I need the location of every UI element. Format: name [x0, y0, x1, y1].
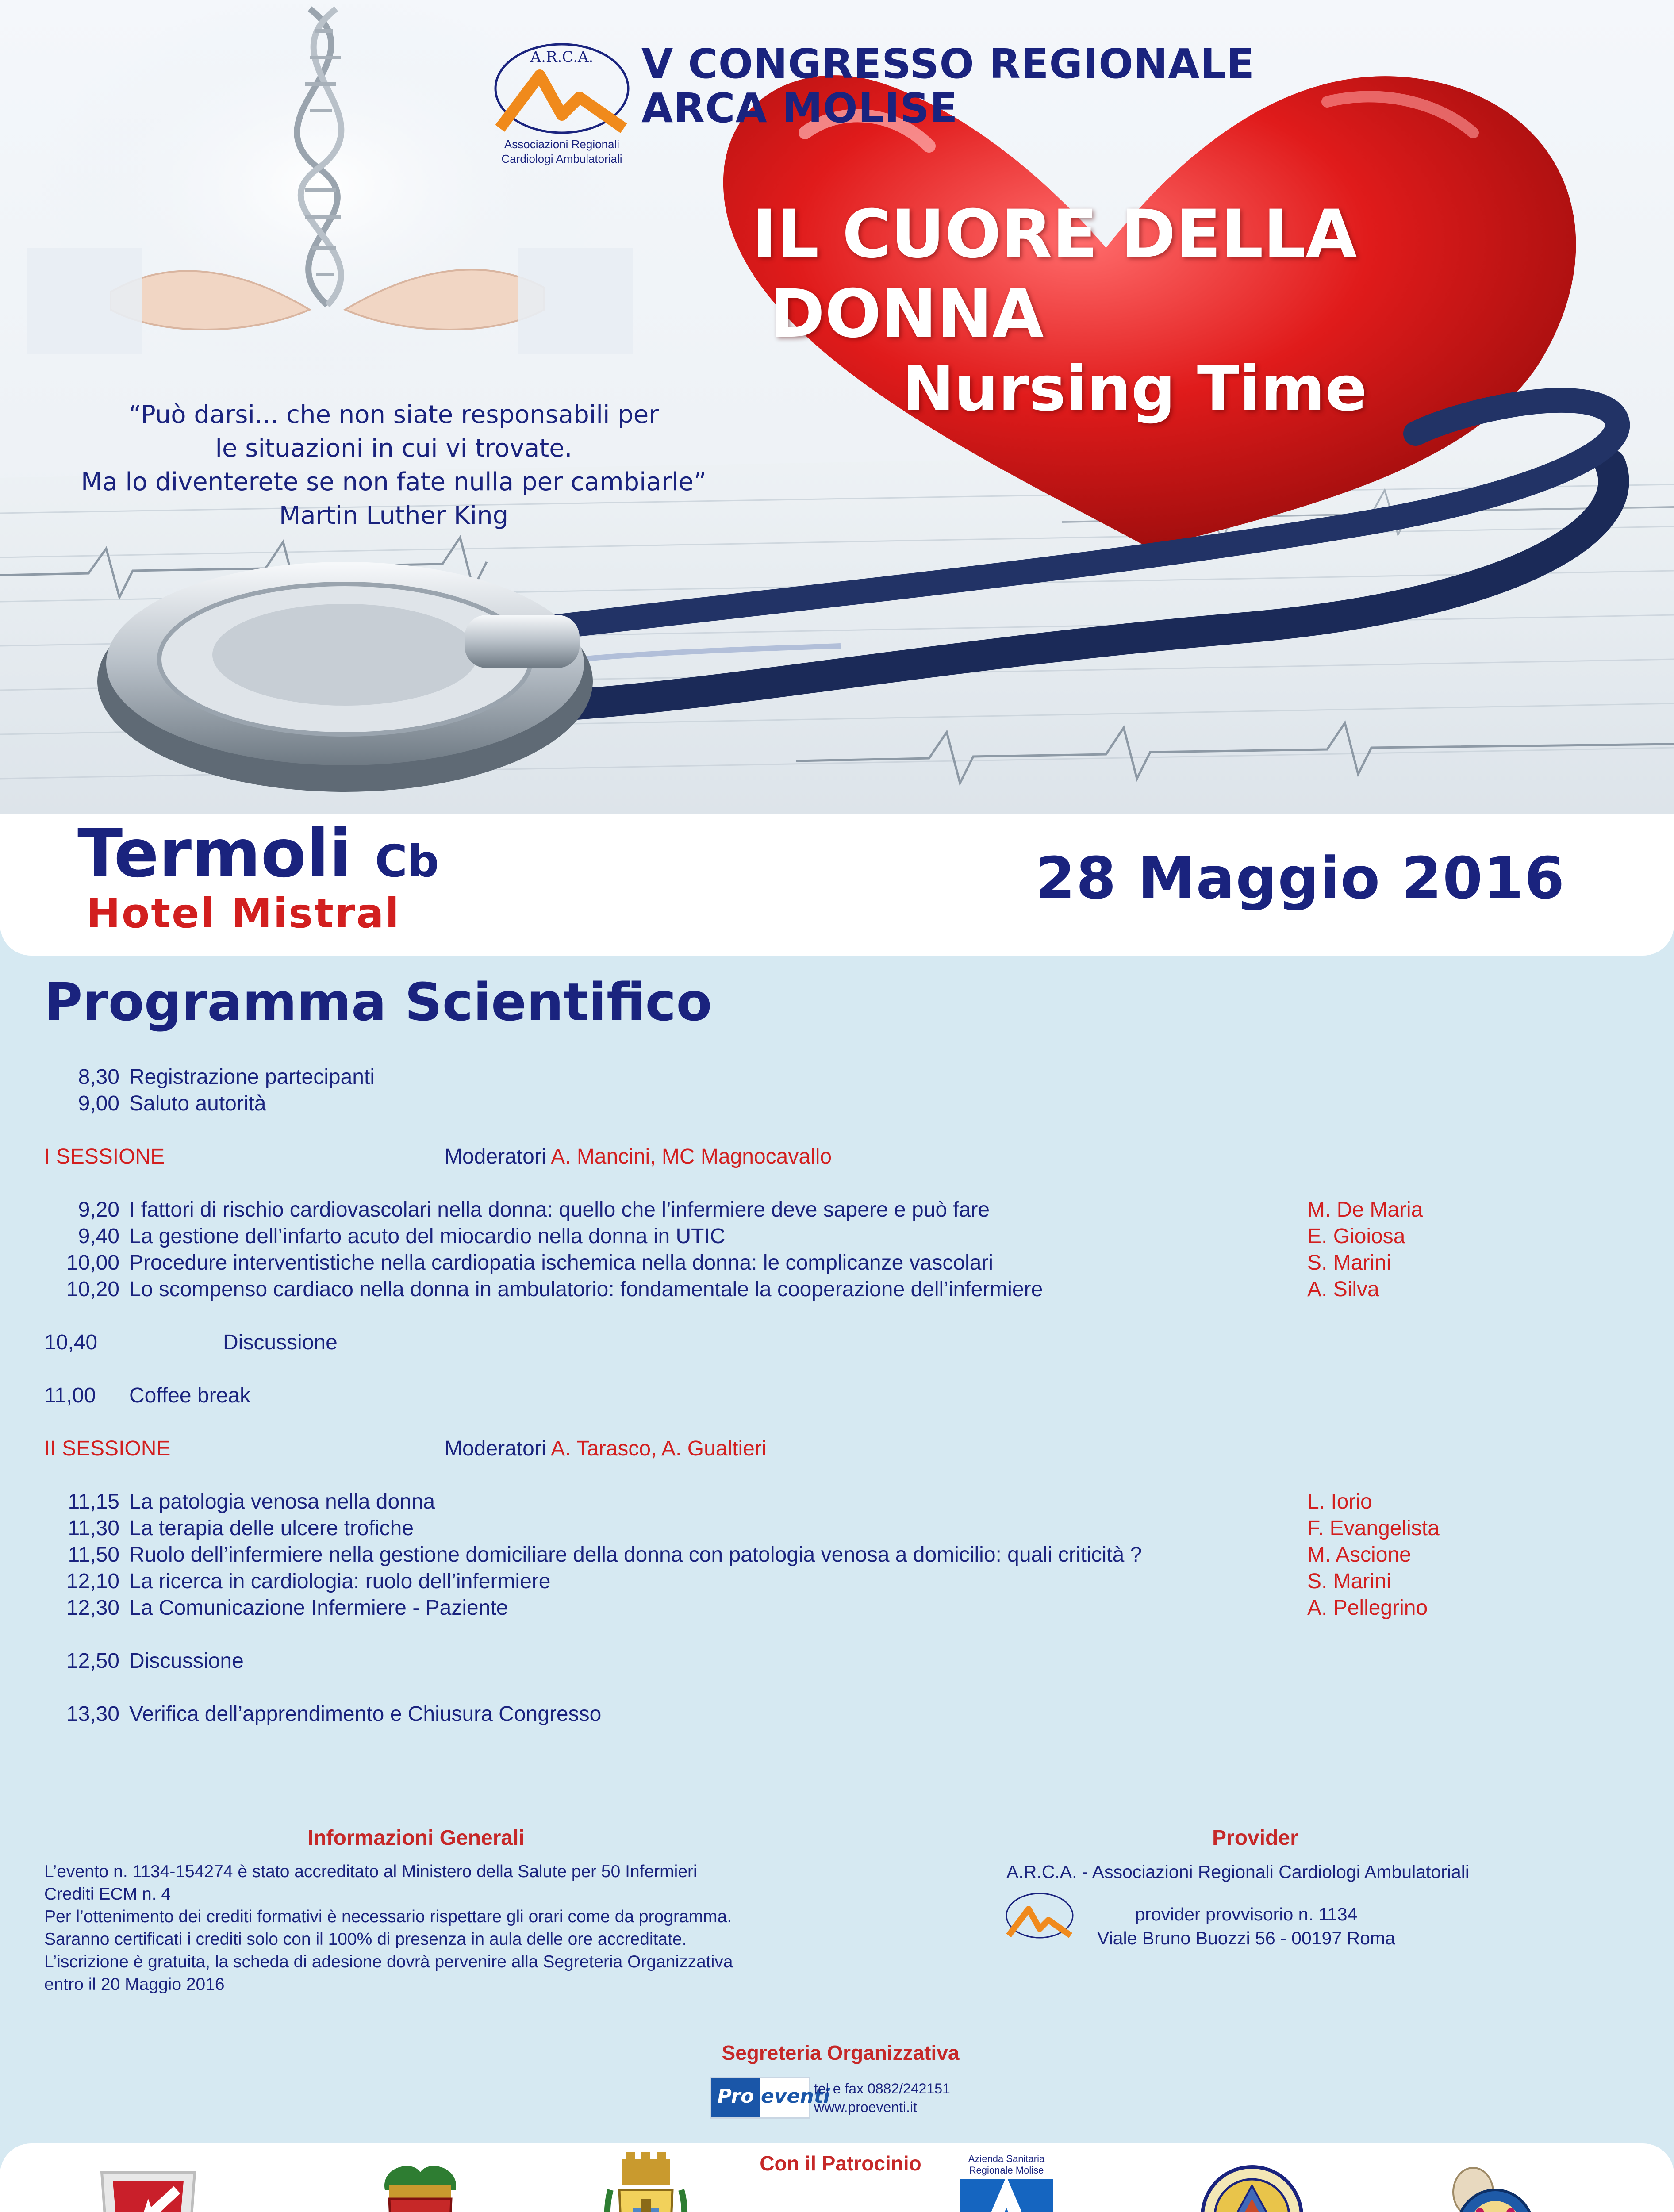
general-info-line: Per l’ottenimento dei crediti formativi è necessario rispettare gli orari come da programma.: [44, 1907, 732, 1926]
speaker: A. Pellegrino: [1307, 1596, 1428, 1620]
comune-termoli-logo: [602, 2150, 690, 2212]
row-text: Lo scompenso cardiaco nella donna in ambulatorio: fondamentale la cooperazione dell’infermiere: [129, 1278, 1043, 1301]
event-date: 28 Maggio 2016: [1035, 845, 1566, 912]
row-time: 9,00: [78, 1092, 119, 1115]
row-time: 11,00: [44, 1384, 96, 1407]
row-text: Ruolo dell’infermiere nella gestione domiciliare della donna con patologia venosa a domicilio: quali criticità ?: [129, 1543, 1142, 1567]
secretariat-phone: tel e fax 0882/242151: [814, 2081, 950, 2097]
session2-moderators: [445, 1436, 766, 1462]
congress-title-line1: V CONGRESSO REGIONALE: [641, 40, 1255, 88]
quote-line1: “Può darsi... che non siate responsabili per: [128, 400, 659, 429]
row-text: Registrazione partecipanti: [129, 1065, 375, 1089]
city-name: Termoli: [77, 815, 352, 892]
row-time: 12,30: [66, 1596, 119, 1620]
programme-row: [44, 1197, 990, 1223]
regione-molise-logo: [88, 2159, 208, 2212]
row-time: 10,20: [66, 1278, 119, 1301]
row-text: Discussione: [129, 1649, 244, 1673]
proeventi-logo-pro: Pro: [711, 2078, 760, 2117]
programme-row: [44, 1329, 338, 1356]
row-text: La ricerca in cardiologia: ruolo dell’infermiere: [129, 1570, 551, 1593]
main-title-line2: DONNA: [770, 276, 1044, 353]
main-title-line1: IL CUORE DELLA: [752, 196, 1357, 273]
secretariat-title: Segreteria Organizzativa: [722, 2041, 960, 2064]
general-info: [44, 1860, 929, 1996]
arca-logo-text: A.R.C.A.: [530, 48, 594, 66]
m-logo: [1442, 2166, 1535, 2212]
speaker: S. Marini: [1307, 1570, 1391, 1593]
row-time: 11,50: [68, 1543, 119, 1567]
moderators-label: Moderatori: [445, 1437, 546, 1460]
provider-title: Provider: [1212, 1826, 1298, 1850]
quote-author: Martin Luther King: [279, 501, 509, 530]
speaker: L. Iorio: [1307, 1490, 1372, 1513]
programme-row: [44, 1382, 250, 1409]
session1-label: I SESSIONE: [44, 1145, 165, 1168]
quote-line3: Ma lo diventerete se non fate nulla per cambiarle”: [81, 468, 706, 496]
row-text: Verifica dell’apprendimento e Chiusura Congresso: [129, 1702, 602, 1726]
quote: [31, 398, 756, 533]
programme-row: [44, 1648, 244, 1674]
city: [77, 814, 439, 901]
moderators-names: A. Tarasco, A. Gualtieri: [551, 1437, 767, 1460]
programme-title: Programma Scientifico: [44, 972, 712, 1033]
arca-logo-sub2: Cardiologi Ambulatoriali: [501, 152, 622, 165]
asrem-top2: Regionale Molise: [969, 2165, 1044, 2176]
provider-name: A.R.C.A. - Associazioni Regionali Cardiologi Ambulatoriali: [1006, 1862, 1469, 1882]
row-text: La Comunicazione Infermiere - Paziente: [129, 1596, 508, 1620]
provider-details: [1097, 1902, 1395, 1950]
provincia-logo: [372, 2154, 469, 2212]
province: Cb: [375, 835, 439, 887]
programme-row: [44, 1542, 1142, 1568]
arca-logo-sub1: Associazioni Regionali: [504, 138, 620, 151]
speaker: M. De Maria: [1307, 1198, 1423, 1221]
patronage-title: Con il Patrocinio: [760, 2152, 921, 2175]
main-title: [752, 195, 1504, 425]
row-time: 13,30: [66, 1702, 119, 1726]
general-info-line: L’iscrizione è gratuita, la scheda di adesione dovrà pervenire alla Segreteria Organizzativa: [44, 1952, 733, 1971]
arca-logo-small: [1004, 1889, 1075, 1955]
row-time: 12,50: [66, 1649, 119, 1673]
row-text: Discussione: [223, 1331, 338, 1354]
row-time: 9,40: [78, 1225, 119, 1248]
general-info-line: entro il 20 Maggio 2016: [44, 1975, 225, 1994]
session2-label: II SESSIONE: [44, 1437, 171, 1460]
main-title-line3: Nursing Time: [902, 353, 1367, 425]
secretariat-web[interactable]: www.proeventi.it: [814, 2099, 917, 2115]
speaker: S. Marini: [1307, 1251, 1391, 1275]
row-text: Saluto autorità: [129, 1092, 266, 1115]
row-time: 12,10: [66, 1570, 119, 1593]
row-time: 8,30: [78, 1065, 119, 1089]
row-text: La patologia venosa nella donna: [129, 1490, 435, 1513]
programme-row: [44, 1568, 550, 1595]
programme-row: [44, 1489, 435, 1515]
moderators-label: Moderatori: [445, 1145, 546, 1168]
speaker: A. Silva: [1307, 1278, 1379, 1301]
session1-moderators: [445, 1144, 832, 1170]
university-seal-logo: [1199, 2163, 1305, 2212]
proeventi-logo: [710, 2077, 830, 2119]
programme-row: [44, 1515, 414, 1542]
proeventi-logo-eventi: eventi: [761, 2085, 830, 2108]
speaker: M. Ascione: [1307, 1543, 1411, 1567]
row-text: Procedure interventistiche nella cardiopatia ischemica nella donna: le complicanze vascolari: [129, 1251, 994, 1275]
provider-number: provider provvisorio n. 1134: [1135, 1904, 1358, 1924]
general-info-line: L’evento n. 1134-154274 è stato accreditato al Ministero della Salute per 50 Infermieri: [44, 1862, 697, 1881]
venue: Hotel Mistral: [86, 890, 400, 937]
programme-row: [44, 1223, 725, 1250]
general-info-line: Saranno certificati i crediti solo con il 100% di presenza in aula delle ore accreditate.: [44, 1930, 687, 1949]
row-time: 11,15: [68, 1490, 119, 1513]
secretariat-contact: [814, 2079, 950, 2116]
programme-row: [44, 1250, 993, 1276]
congress-title-line2: ARCA MOLISE: [641, 84, 958, 132]
row-text: Coffee break: [129, 1384, 250, 1407]
arca-logo: [491, 35, 633, 168]
congress-title: [641, 42, 1255, 131]
row-time: 11,30: [68, 1517, 119, 1540]
provider-address: Viale Bruno Buozzi 56 - 00197 Roma: [1097, 1928, 1395, 1948]
programme-row: [44, 1701, 601, 1728]
quote-line2: le situazioni in cui vi trovate.: [215, 434, 572, 463]
speaker: F. Evangelista: [1307, 1517, 1440, 1540]
moderators-names: A. Mancini, MC Magnocavallo: [551, 1145, 832, 1168]
general-info-line: Crediti ECM n. 4: [44, 1885, 171, 1904]
programme-row: [44, 1091, 266, 1117]
row-text: I fattori di rischio cardiovascolari nella donna: quello che l’infermiere deve sapere e può fare: [129, 1198, 990, 1221]
row-time: 9,20: [78, 1198, 119, 1221]
programme-row: [44, 1595, 508, 1621]
row-time: 10,40: [44, 1331, 98, 1354]
speaker: E. Gioiosa: [1307, 1225, 1405, 1248]
general-info-title: Informazioni Generali: [307, 1826, 525, 1850]
programme-row: [44, 1276, 1043, 1303]
asrem-logo: [953, 2152, 1060, 2212]
row-text: La gestione dell’infarto acuto del miocardio nella donna in UTIC: [129, 1225, 726, 1248]
hero-section: [0, 0, 1674, 814]
asrem-top1: Azienda Sanitaria: [968, 2153, 1045, 2164]
row-text: La terapia delle ulcere trofiche: [129, 1517, 414, 1540]
programme-row: [44, 1064, 375, 1091]
row-time: 10,00: [66, 1251, 119, 1275]
